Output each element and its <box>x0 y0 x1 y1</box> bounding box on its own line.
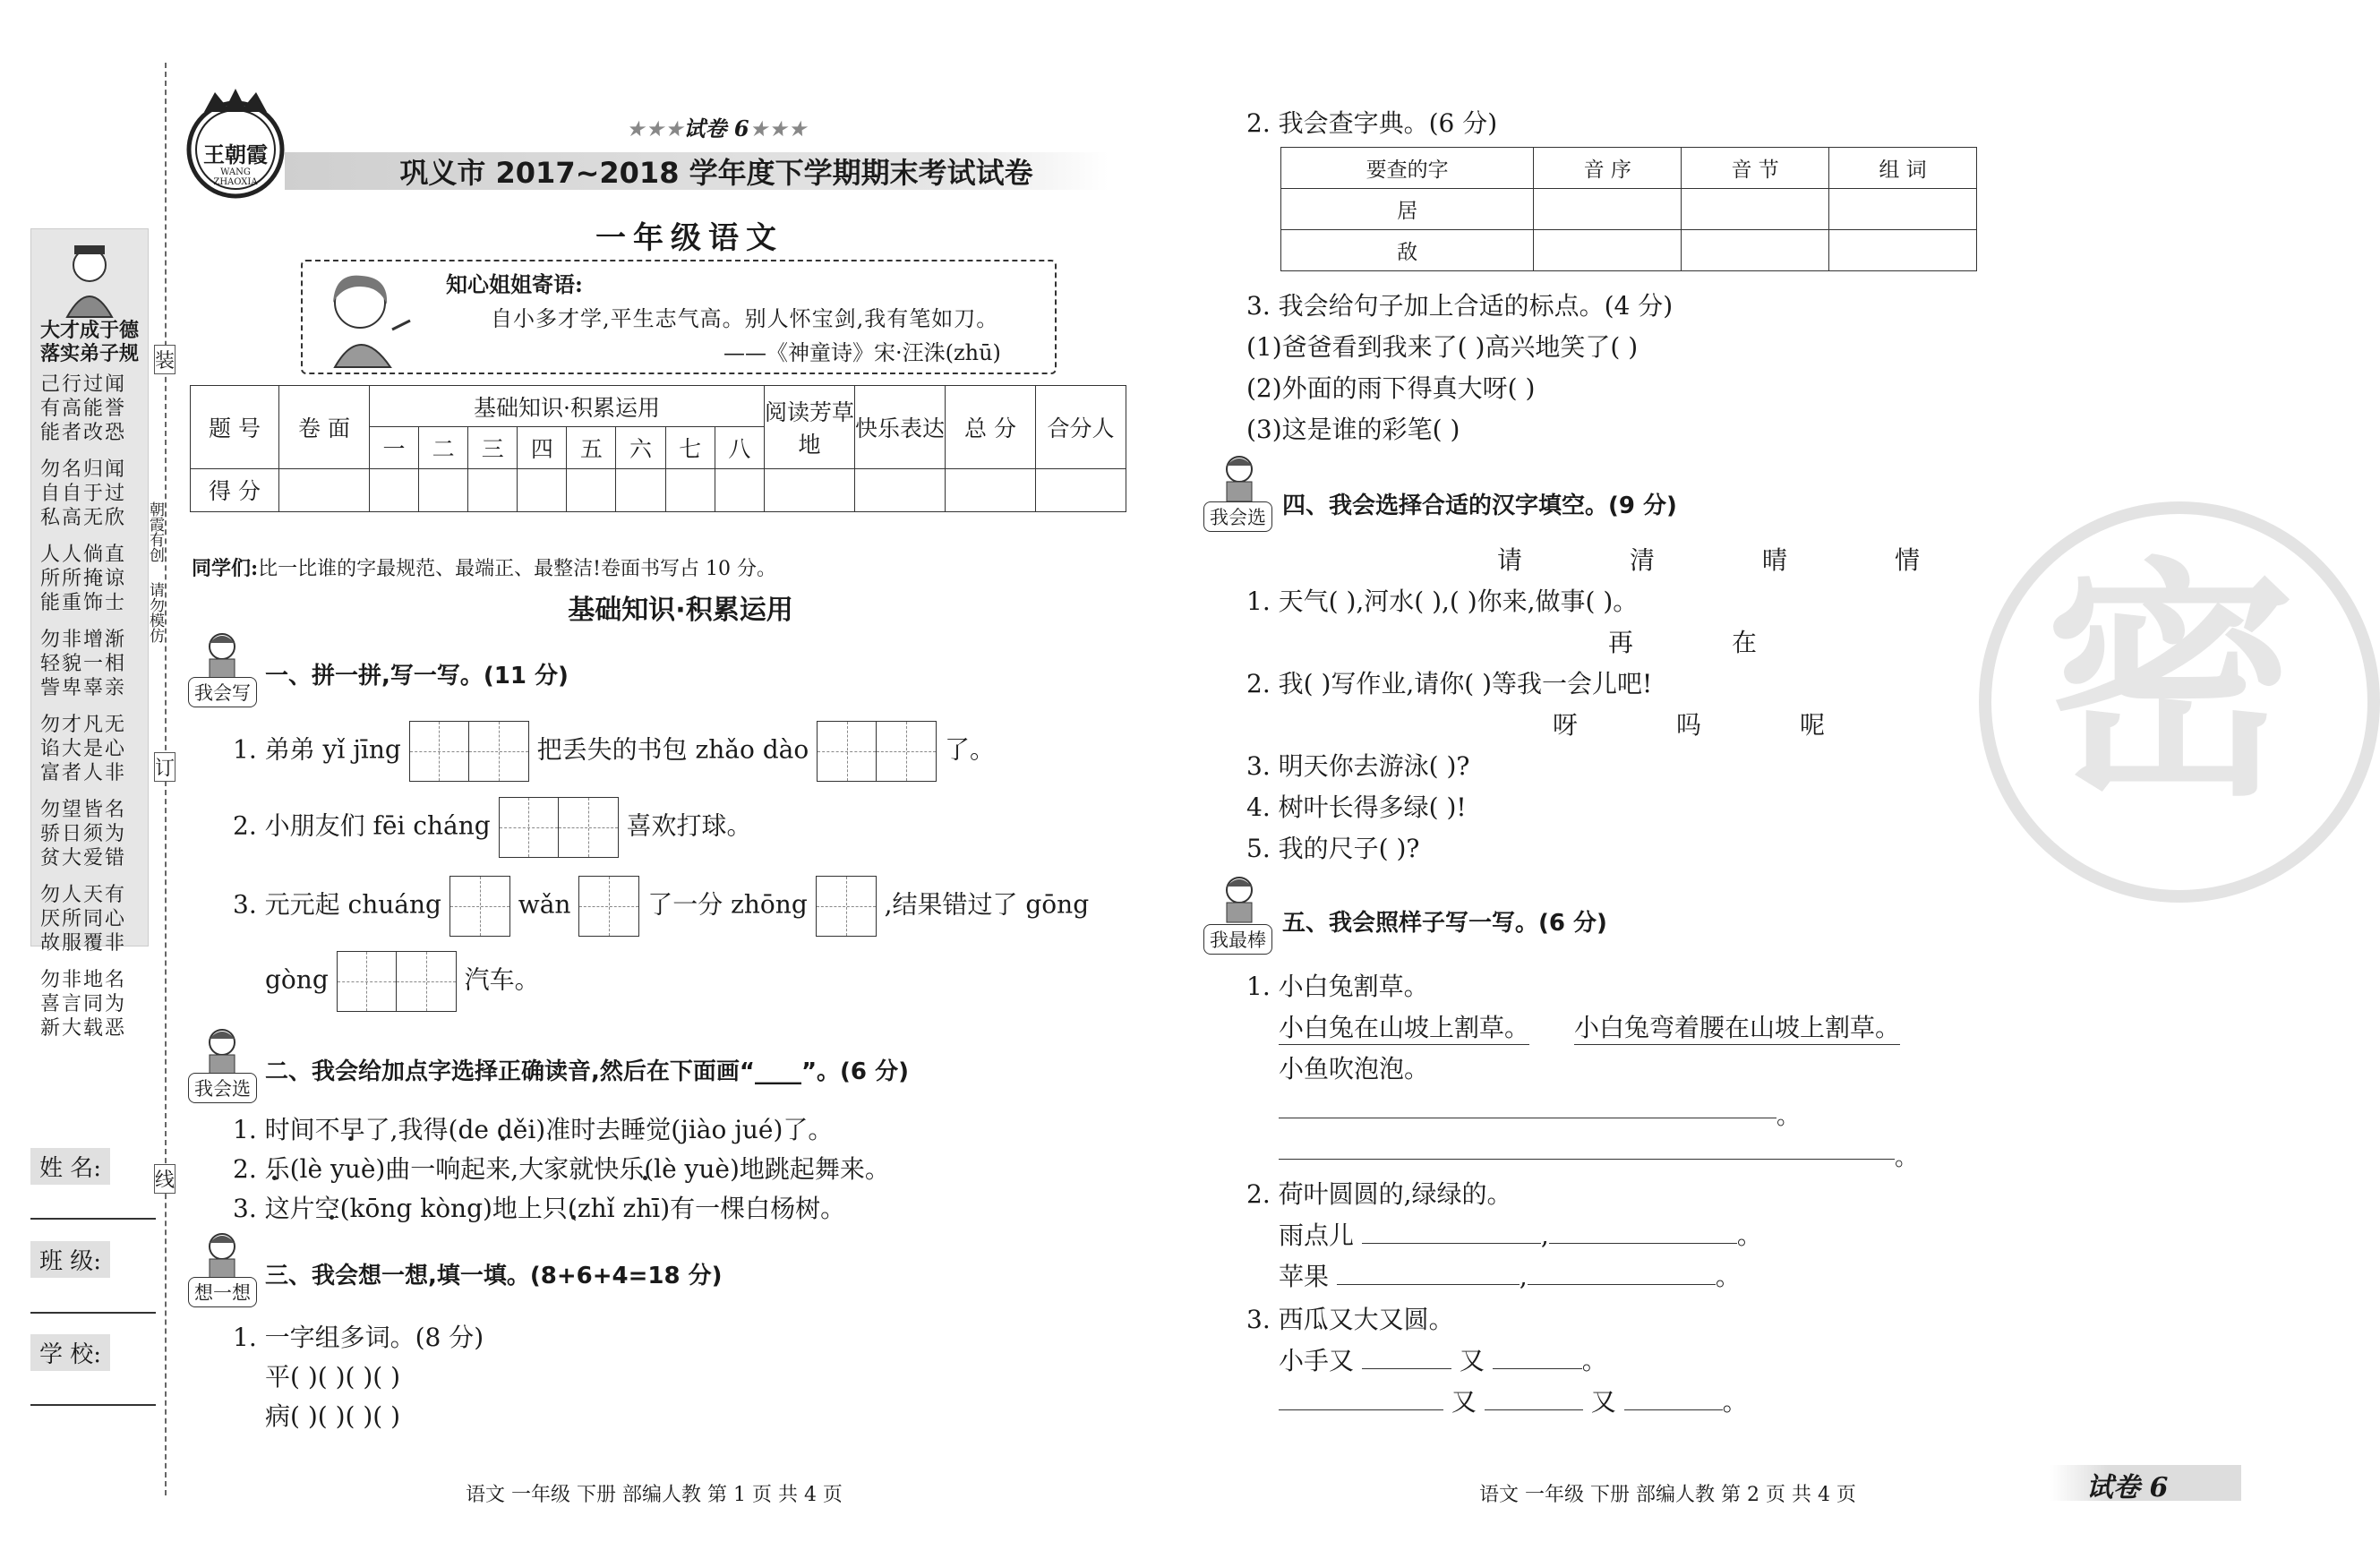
q3-row2: 病( )( )( )( ) <box>265 1401 400 1431</box>
q2-title: 二、我会给加点字选择正确读音,然后在下面画“____”。(6 分) <box>265 1058 909 1085</box>
q2-line2: 2. 乐(lè yuè)曲一响起来,大家就快乐(lè yuè)地跳起舞来。 <box>233 1154 890 1184</box>
answer-line[interactable] <box>1279 1159 1895 1160</box>
verse-line: 自自于过 <box>40 483 127 505</box>
th-sub-4: 四 <box>518 427 567 468</box>
dict-cell[interactable] <box>1829 230 1977 271</box>
q4-options1: 请 清 晴 情 <box>1497 545 1921 575</box>
verse-block <box>40 628 139 700</box>
verse-line: 贫大爱错 <box>40 847 127 869</box>
score-cell[interactable] <box>765 468 855 511</box>
th-sub-3: 三 <box>468 427 518 468</box>
paper-number: ★★★试卷 6★★★ <box>625 116 808 141</box>
q3-badge: 想一想 <box>188 1277 257 1307</box>
q4-options3: 呀 吗 呢 <box>1553 710 1826 740</box>
char-box[interactable] <box>337 951 457 1012</box>
q4-line2: 2. 我( )写作业,请你( )等我一会儿吧! <box>1246 669 1653 698</box>
q3-title: 三、我会想一想,填一填。(8+6+4=18 分) <box>265 1263 723 1289</box>
q1-title: 一、拼一拼,写一写。(11 分) <box>265 663 569 690</box>
verse-line: 私高无欣 <box>40 507 127 529</box>
q1-line4: gòng 汽车。 <box>265 951 540 1012</box>
score-cell[interactable] <box>946 468 1036 511</box>
verse-line: 勿非地名 <box>40 969 127 991</box>
class-label: 班 级: <box>30 1241 110 1278</box>
logo-text: 王朝霞 <box>203 141 268 167</box>
verse-block <box>40 543 139 615</box>
score-cell[interactable] <box>1036 468 1126 511</box>
q5-s2b: 苹果 , 。 <box>1279 1262 1741 1291</box>
verse-line: 勿非增渐 <box>40 629 127 651</box>
dict-cell[interactable] <box>1829 189 1977 230</box>
class-field[interactable] <box>30 1312 156 1314</box>
verse-line: 有高能誉 <box>40 398 127 420</box>
verse-line: 己行过闻 <box>40 373 127 396</box>
score-row-label: 得 分 <box>191 468 279 511</box>
char-box[interactable] <box>409 721 529 782</box>
dict-cell[interactable] <box>1682 189 1829 230</box>
verse-line: 勿人天有 <box>40 884 127 906</box>
score-cell[interactable] <box>715 468 764 511</box>
verse-line: 能重饰士 <box>40 592 127 614</box>
motto-text: 大才成于德 落实弟子规 <box>39 319 139 365</box>
subject-title: 一年级语文 <box>595 220 783 256</box>
verse-line: 新大载恶 <box>40 1017 127 1040</box>
th-sub-8: 八 <box>715 427 764 468</box>
watermark-char: 密 <box>2045 538 2296 830</box>
score-cell[interactable] <box>468 468 518 511</box>
q4-badge: 我会选 <box>1203 501 1272 532</box>
q4-title: 四、我会选择合适的汉字填空。(9 分) <box>1282 493 1677 519</box>
score-cell[interactable] <box>665 468 715 511</box>
char-box[interactable] <box>578 876 639 937</box>
verse-line: 勿名归闻 <box>40 458 127 481</box>
th-sub-6: 六 <box>616 427 665 468</box>
section-title: 基础知识·积累运用 <box>568 595 793 626</box>
tip-box <box>301 260 1057 374</box>
char-box[interactable] <box>816 876 877 937</box>
score-cell[interactable] <box>279 468 370 511</box>
seal-label-3: 线 <box>154 1164 176 1194</box>
score-cell[interactable] <box>518 468 567 511</box>
th-sub-7: 七 <box>665 427 715 468</box>
dict-head: 组 词 <box>1829 148 1977 189</box>
tip-heading: 知心姐姐寄语: <box>446 271 583 297</box>
q2-line1: 1. 时间不早了,我得(de děi)准时去睡觉(jiào jué)了。 <box>233 1115 834 1144</box>
th-checker: 合分人 <box>1036 386 1126 469</box>
q3-sub3: 3. 我会给句子加上合适的标点。(4 分) <box>1246 291 1674 321</box>
boy-best-icon <box>1216 874 1266 924</box>
side-note-2: 请勿模仿 <box>146 582 164 643</box>
verse-line: 所所掩谅 <box>40 568 127 590</box>
dict-head: 要查的字 <box>1281 148 1534 189</box>
q3-punct1: (1)爸爸看到我来了( )高兴地笑了( ) <box>1246 332 1639 362</box>
q4-line4: 4. 树叶长得多绿( )! <box>1246 792 1467 822</box>
verse-line: 富者人非 <box>40 762 127 784</box>
dict-char: 居 <box>1281 189 1534 230</box>
verse-line: 人人倘直 <box>40 544 127 566</box>
dict-head: 音 节 <box>1682 148 1829 189</box>
notice: 同学们:比一比谁的字最规范、最端正、最整洁!卷面书写占 10 分。 <box>192 557 776 580</box>
school-label: 学 校: <box>30 1334 110 1371</box>
q1-line1: 1. 弟弟 yǐ jīng 把丢失的书包 zhǎo dào 了。 <box>233 721 995 782</box>
verse-line: 勿望皆名 <box>40 799 127 821</box>
q3-row1: 平( )( )( )( ) <box>265 1362 400 1392</box>
q1-line2: 2. 小朋友们 fēi cháng 喜欢打球。 <box>233 797 752 858</box>
dict-cell[interactable] <box>1534 230 1682 271</box>
verse-block <box>40 713 139 785</box>
verse-list <box>40 373 139 1053</box>
char-box[interactable] <box>817 721 937 782</box>
verse-block <box>40 373 139 445</box>
q3-sub2: 2. 我会查字典。(6 分) <box>1246 108 1498 138</box>
dict-cell[interactable] <box>1682 230 1829 271</box>
q5-s3b: 又 又 。 <box>1279 1383 1748 1418</box>
side-note-1: 朝霞有创 <box>146 501 164 562</box>
tip-poem: 自小多才学,平生志气高。别人怀宝剑,我有笔如刀。 <box>491 306 999 331</box>
boy-reading-icon <box>1216 453 1266 503</box>
teacher-girl-icon <box>315 267 414 367</box>
q5-s3: 3. 西瓜又大又圆。 <box>1246 1305 1454 1334</box>
verse-line: 谄大是心 <box>40 738 127 760</box>
footer-left: 语文 一年级 下册 部编人教 第 1 页 共 4 页 <box>466 1484 843 1506</box>
verse-block <box>40 798 139 870</box>
dict-char: 敌 <box>1281 230 1534 271</box>
score-cell[interactable] <box>567 468 616 511</box>
q4-line1: 1. 天气( ),河水( ),( )你来,做事( )。 <box>1246 587 1639 616</box>
th-reading: 阅读芳草地 <box>765 386 855 469</box>
q3-punct2: (2)外面的雨下得真大呀( ) <box>1246 373 1536 403</box>
verse-block <box>40 968 139 1041</box>
q5-title: 五、我会照样子写一写。(6 分) <box>1282 910 1607 937</box>
th-number: 题 号 <box>191 386 279 469</box>
brand-logo <box>177 85 294 201</box>
th-page: 卷 面 <box>279 386 370 469</box>
q5-s1c: 小鱼吹泡泡。 <box>1279 1054 1430 1084</box>
q3-punct3: (3)这是谁的彩笔( ) <box>1246 415 1460 444</box>
q2-badge: 我会选 <box>188 1073 257 1103</box>
th-sub-1: 一 <box>370 427 419 468</box>
dictionary-table <box>1280 147 1977 271</box>
verse-line: 骄日须为 <box>40 823 127 845</box>
name-label: 姓 名: <box>30 1148 110 1185</box>
verse-line: 喜言同为 <box>40 993 127 1015</box>
q5-s3a: 小手又 又 。 <box>1279 1346 1607 1375</box>
dict-cell[interactable] <box>1534 189 1682 230</box>
verse-line: 故服覆非 <box>40 932 127 955</box>
name-field[interactable] <box>30 1218 156 1220</box>
footer-right: 语文 一年级 下册 部编人教 第 2 页 共 4 页 <box>1479 1484 1856 1506</box>
q2-line3: 3. 这片空(kōng kòng)地上只(zhǐ zhī)有一棵白杨树。 <box>233 1194 846 1223</box>
score-cell[interactable] <box>419 468 468 511</box>
q4-line3: 3. 明天你去游泳( )? <box>1246 751 1470 781</box>
q4-line5: 5. 我的尺子( )? <box>1246 834 1420 863</box>
period-mark: 。 <box>1776 1103 1801 1130</box>
corner-paper-no: 试卷 6 <box>2086 1472 2169 1503</box>
verse-line: 訾卑辜亲 <box>40 677 127 699</box>
scholar-icon <box>56 240 123 317</box>
seal-label-2: 订 <box>154 752 176 782</box>
verse-line: 勿才凡无 <box>40 714 127 736</box>
school-field[interactable] <box>30 1404 156 1406</box>
q1-line3: 3. 元元起 chuáng wǎn 了一分 zhōng ,结果错过了 gōng <box>233 876 1089 937</box>
q5-s2a: 雨点儿 , 。 <box>1279 1221 1762 1250</box>
verse-line: 轻貌一相 <box>40 653 127 675</box>
boy-thinking-icon <box>199 1230 249 1281</box>
score-table <box>190 385 1126 512</box>
seal-label-1: 装 <box>154 345 176 374</box>
score-cell[interactable] <box>370 468 419 511</box>
boy-writing-icon <box>199 630 249 681</box>
motto-panel <box>30 228 149 1040</box>
period-mark: 。 <box>1895 1144 1919 1171</box>
th-writing: 快乐表达 <box>855 386 946 469</box>
exam-title: 巩义市 2017~2018 学年度下学期期末考试试卷 <box>399 156 1033 190</box>
left-binding-margin <box>0 0 176 1559</box>
q4-options2: 再 在 <box>1608 628 1758 657</box>
logo-sub: WANG ZHAOXIA <box>213 167 258 187</box>
q5-badge: 我最棒 <box>1203 924 1272 955</box>
boy-choosing-icon <box>199 1026 249 1076</box>
score-cell[interactable] <box>616 468 665 511</box>
dict-head: 音 序 <box>1534 148 1682 189</box>
char-box[interactable] <box>499 797 619 858</box>
q3-sub1: 1. 一字组多词。(8 分) <box>233 1323 484 1352</box>
th-total: 总 分 <box>946 386 1036 469</box>
q5-s2: 2. 荷叶圆圆的,绿绿的。 <box>1246 1179 1512 1209</box>
score-cell[interactable] <box>855 468 946 511</box>
verse-block <box>40 883 139 955</box>
q1-badge: 我会写 <box>188 677 257 707</box>
verse-block <box>40 458 139 530</box>
tip-source: ——《神童诗》宋·汪洙(zhū) <box>723 340 1001 365</box>
char-box[interactable] <box>449 876 510 937</box>
verse-line: 能者改恐 <box>40 422 127 444</box>
q5-s1: 1. 小白兔割草。 <box>1246 972 1429 1001</box>
q5-s1-examples: 小白兔在山坡上割草。 小白兔弯着腰在山坡上割草。 <box>1279 1008 1900 1045</box>
verse-line: 厌所同心 <box>40 908 127 930</box>
th-sub-2: 二 <box>419 427 468 468</box>
confidential-watermark <box>1979 501 2380 903</box>
th-basic: 基础知识·积累运用 <box>370 386 765 427</box>
th-sub-5: 五 <box>567 427 616 468</box>
